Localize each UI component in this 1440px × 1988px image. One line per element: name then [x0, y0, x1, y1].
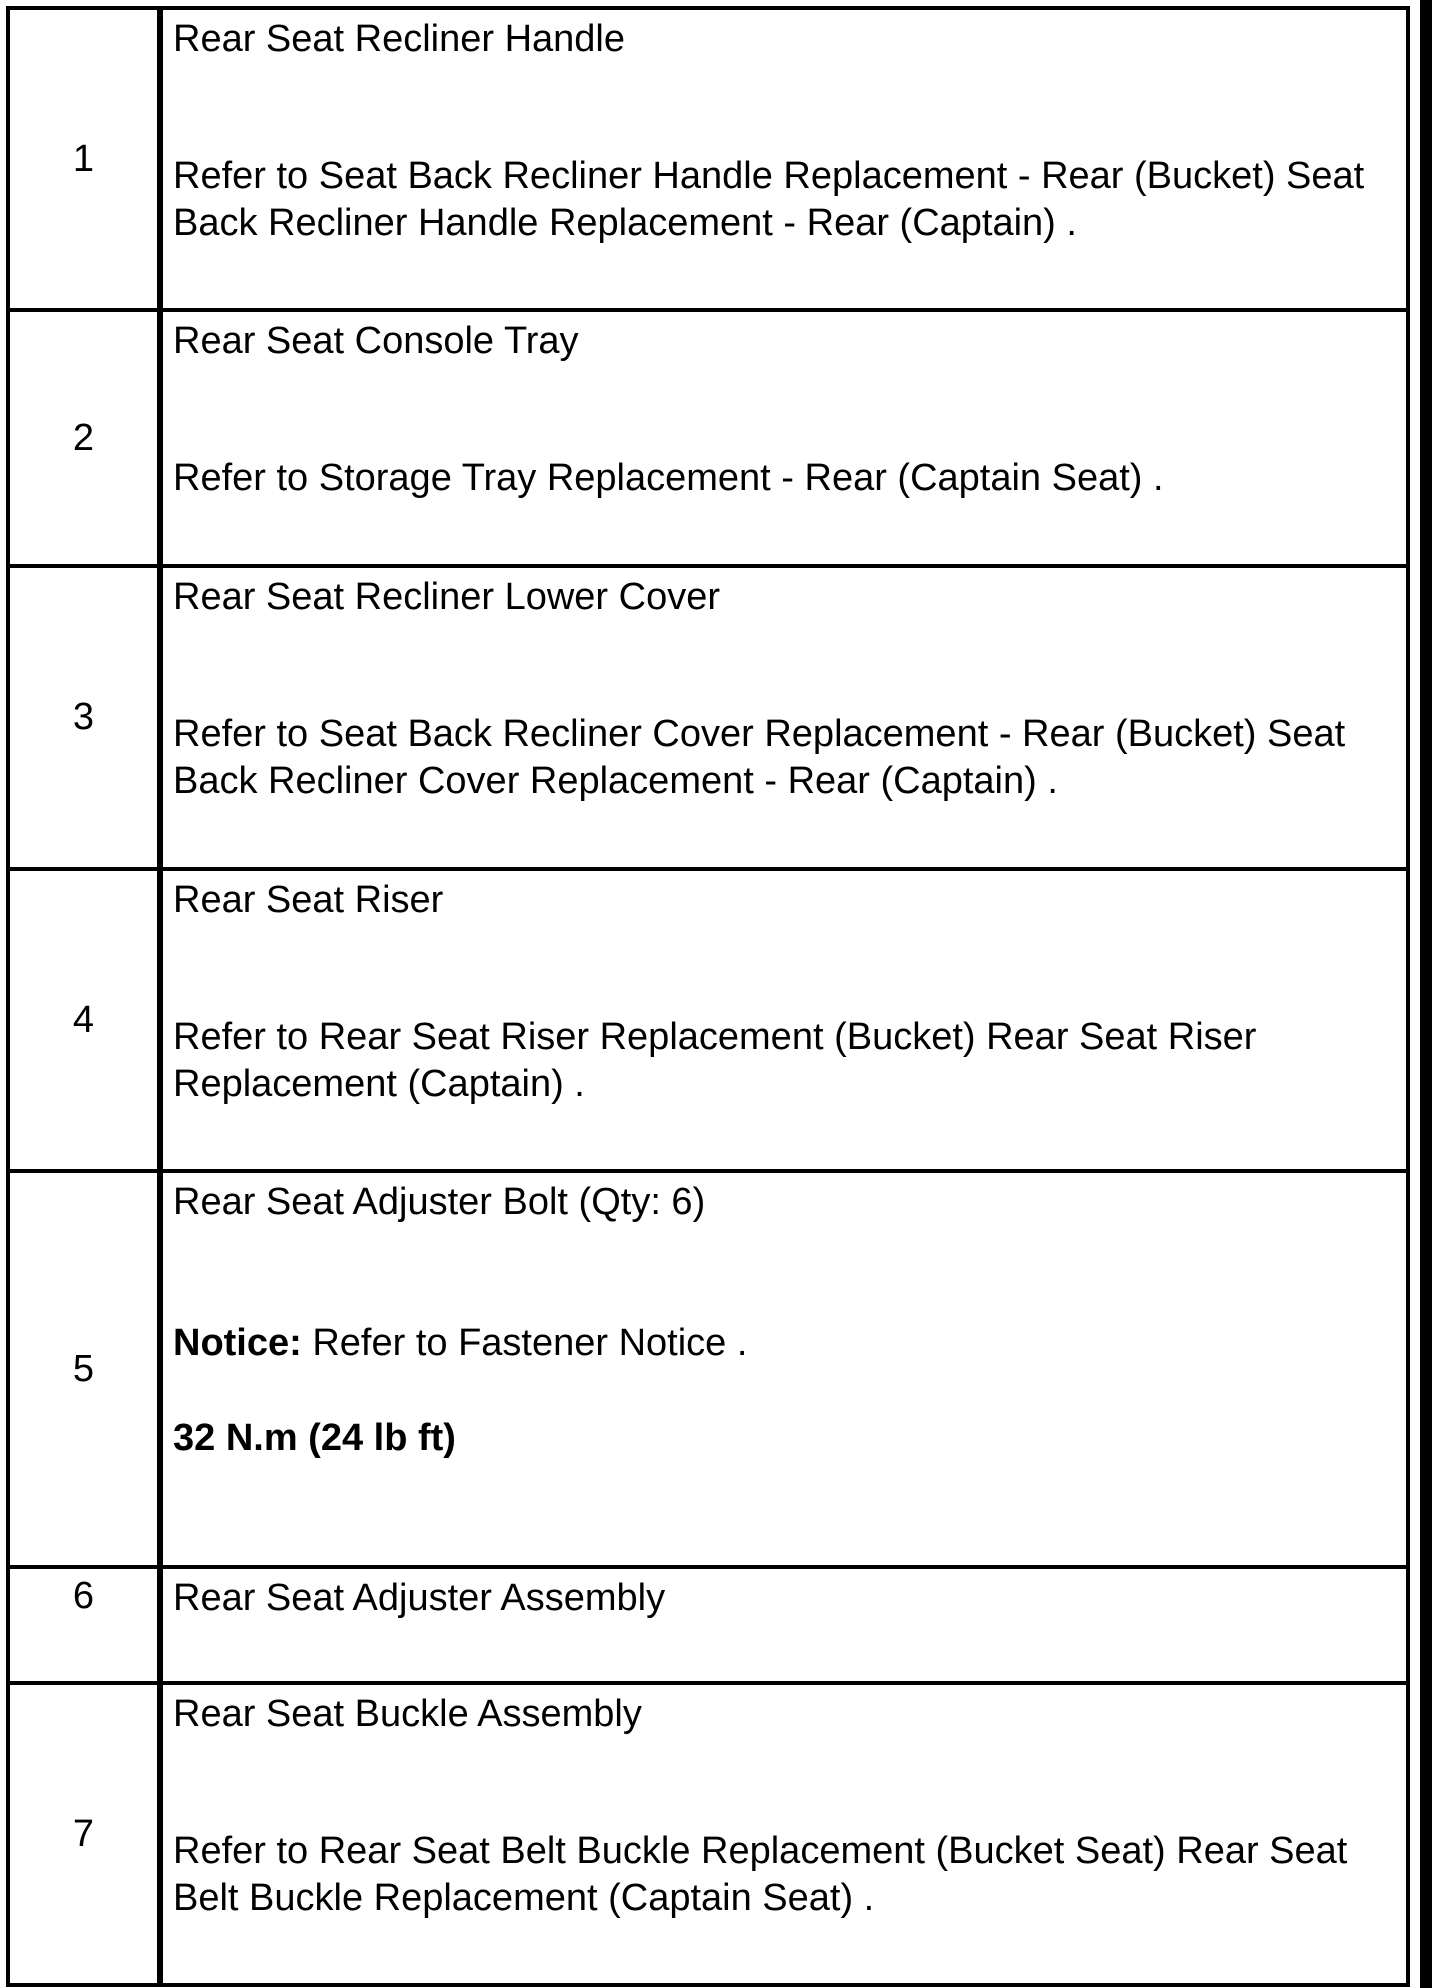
table-row: [8, 1171, 1408, 1567]
table-row: [8, 1683, 1408, 1985]
row-number: 2: [8, 310, 160, 566]
table-row: [8, 310, 1408, 566]
row-title: Rear Seat Recliner Handle: [173, 18, 626, 60]
row-reference[interactable]: Refer to Seat Back Recliner Handle Replacement - Rear (Bucket) Seat Back Recliner Handle Replacement - Rear (Captain) .: [173, 155, 1365, 244]
row-reference[interactable]: Refer to Seat Back Recliner Cover Replacement - Rear (Bucket) Seat Back Recliner Cover Replacement - Rear (Captain) .: [173, 713, 1346, 802]
row-title: Rear Seat Console Tray: [173, 320, 579, 362]
parts-table: [6, 6, 1410, 1987]
row-description: [160, 8, 1408, 310]
row-reference[interactable]: Refer to Storage Tray Replacement - Rear (Captain Seat) .: [173, 457, 1164, 499]
row-description: [160, 1567, 1408, 1683]
row-description: [160, 566, 1408, 869]
torque-spec: 32 N.m (24 lb ft): [173, 1417, 456, 1459]
row-title: Rear Seat Buckle Assembly: [173, 1693, 642, 1735]
row-title: Rear Seat Riser: [173, 879, 444, 921]
row-number: 7: [8, 1683, 160, 1985]
table-row: [8, 869, 1408, 1171]
row-number: 6: [8, 1567, 160, 1683]
notice-line: [173, 1320, 1396, 1367]
row-title: Rear Seat Adjuster Assembly: [173, 1577, 666, 1619]
table-row: [8, 8, 1408, 310]
row-description: [160, 1683, 1408, 1985]
row-description: [160, 1171, 1408, 1567]
row-title: Rear Seat Adjuster Bolt (Qty: 6): [173, 1181, 706, 1223]
page-edge-bar: [1420, 0, 1432, 1988]
table-row: [8, 566, 1408, 869]
row-description: [160, 310, 1408, 566]
row-description: [160, 869, 1408, 1171]
row-number: 4: [8, 869, 160, 1171]
row-number: 3: [8, 566, 160, 869]
notice-text[interactable]: Refer to Fastener Notice .: [301, 1322, 748, 1364]
notice-label: Notice:: [173, 1322, 302, 1364]
table-row: [8, 1567, 1408, 1683]
row-title: Rear Seat Recliner Lower Cover: [173, 576, 721, 618]
row-reference[interactable]: Refer to Rear Seat Riser Replacement (Bucket) Rear Seat Riser Replacement (Captain) .: [173, 1016, 1257, 1105]
row-number: 1: [8, 8, 160, 310]
row-reference[interactable]: Refer to Rear Seat Belt Buckle Replacement (Bucket Seat) Rear Seat Belt Buckle Replacement (Captain Seat) .: [173, 1830, 1348, 1919]
row-number: 5: [8, 1171, 160, 1567]
